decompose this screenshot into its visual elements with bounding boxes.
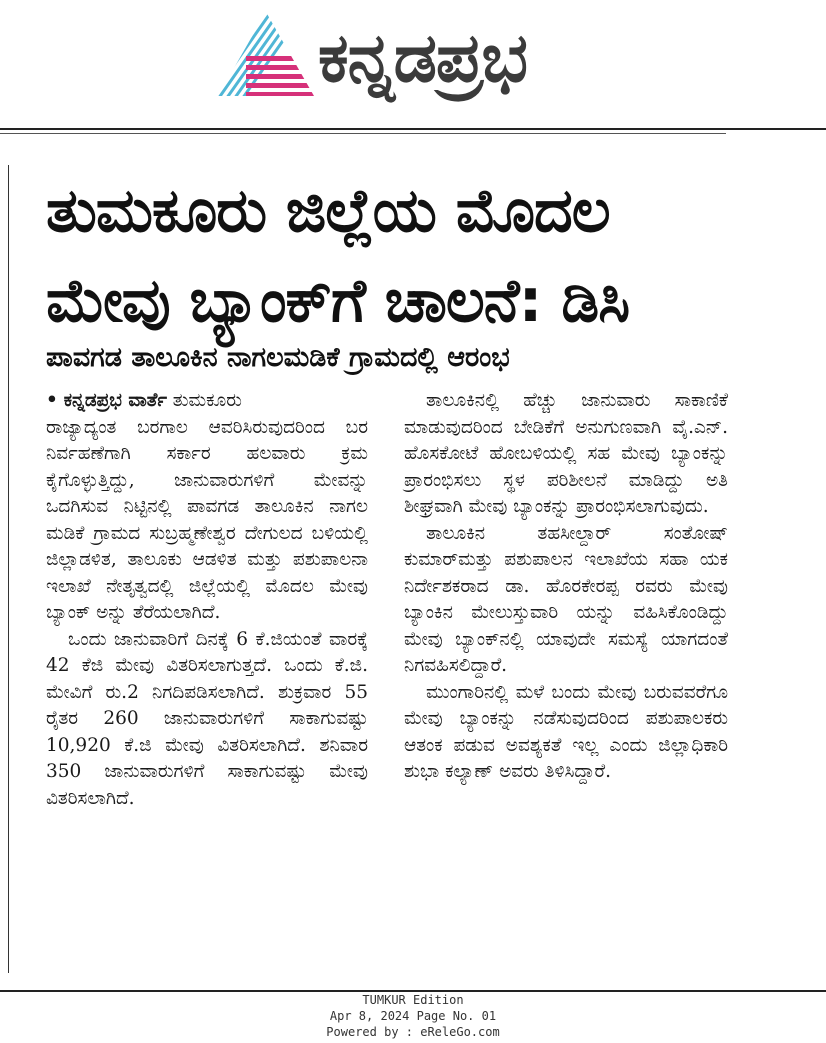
article-column-right — [404, 388, 728, 786]
footer-edition: TUMKUR Edition — [362, 993, 464, 1007]
masthead-title: ಕನ್ನಡಪ್ರಭ — [318, 19, 527, 98]
paragraph: ತಾಲೂಕಿನ ತಹಸೀಲ್ದಾರ್ ಸಂತೋಷ್ ಕುಮಾರ್‌ಮತ್ತು ಪಶುಪಾಲನ ಇಲಾಖೆಯ ಸಹಾ ಯಕ ನಿರ್ದೇಶಕರಾದ ಡಾ. ಹೊರಕೇರಪ್ಪ ರವರು ಮೇವು ಬ್ಯಾಂಕಿನ ಮೇಲುಸ್ತುವಾರಿ ಯನ್ನು ವಹಿಸಿಕೊಂಡಿದ್ದು ಮೇವು ಬ್ಯಾಂಕ್‌ನಲ್ಲಿ ಯಾವುದೇ ಸಮಸ್ಯೆ ಯಾಗದಂತೆ ನಿಗವಹಿಸಲಿದ್ದಾರೆ. — [404, 522, 728, 676]
headline-line-1: ತುಮಕೂರು ಜಿಲ್ಲೆಯ ಮೊದಲ — [46, 176, 610, 246]
paragraph: ರಾಜ್ಯಾದ್ಯಂತ ಬರಗಾಲ ಆವರಿಸಿರುವುದರಿಂದ ಬರ ನಿರ್ವಹಣೆಗಾಗಿ ಸರ್ಕಾರ ಹಲವಾರು ಕ್ರಮ ಕೈಗೊಳ್ಳುತ್ತಿದ್ದು, ಜಾನುವಾರುಗಳಿಗೆ ಮೇವನ್ನು ಒದಗಿಸುವ ನಿಟ್ಟಿನಲ್ಲಿ ಪಾವಗಡ ತಾಲೂಕಿನ ನಾಗಲ ಮಡಿಕೆ ಗ್ರಾಮದ ಸುಬ್ರಹ್ಮಣೇಶ್ವರ ದೇಗುಲದ ಬಳಿಯಲ್ಲಿ ಜಿಲ್ಲಾಡಳಿತ, ತಾಲೂಕು ಆಡಳಿತ ಮತ್ತು ಪಶುಪಾಲನಾ ಇಲಾಖೆ ನೇತೃತ್ವದಲ್ಲಿ ಜಿಲ್ಲೆಯಲ್ಲಿ ಮೊದಲ ಮೇವು ಬ್ಯಾಂಕ್ ಅನ್ನು ತೆರೆಯಲಾಗಿದೆ. — [46, 416, 368, 623]
article-column-left — [46, 388, 368, 812]
footer-powered-by: Powered by : eReleGo.com — [326, 1025, 500, 1039]
paragraph: ಒಂದು ಜಾನುವಾರಿಗೆ ದಿನಕ್ಕೆ 6 ಕೆ.ಜಿಯಂತೆ ವಾರಕ್ಕೆ 42 ಕೆಜಿ ಮೇವು ವಿತರಿಸಲಾಗುತ್ತದೆ. ಒಂದು ಕೆ.ಜಿ. ಮೇವಿಗೆ ರು.2 ನಿಗದಿಪಡಿಸಲಾಗಿದೆ. ಶುಕ್ರವಾರ 55 ರೈತರ 260 ಜಾನುವಾರುಗಳಿಗೆ ಸಾಕಾಗುವಷ್ಟು 10,920 ಕೆ.ಜಿ ಮೇವು ವಿತರಿಸಲಾಗಿದೆ. ಶನಿವಾರ 350 ಜಾನುವಾರುಗಳಿಗೆ ಸಾಕಾಗುವಷ್ಟು ಮೇವು ವಿತರಿಸಲಾಗಿದೆ. — [46, 628, 368, 809]
byline-place: ತುಮಕೂರು — [172, 390, 242, 411]
page-footer — [0, 992, 826, 1040]
article-left-rule — [8, 165, 9, 973]
masthead-rule — [0, 128, 826, 130]
footer-date-page: Apr 8, 2024 Page No. 01 — [329, 1009, 497, 1023]
paragraph: ಮುಂಗಾರಿನಲ್ಲಿ ಮಳೆ ಬಂದು ಮೇವು ಬರುವವರೆಗೂ ಮೇವು ಬ್ಯಾಂಕನ್ನು ನಡೆಸುವುದರಿಂದ ಪಶುಪಾಲಕರು ಆತಂಕ ಪಡುವ ಅವಶ್ಯಕತೆ ಇಲ್ಲ ಎಂದು ಜಿಲ್ಲಾಧಿಕಾರಿ ಶುಭಾ ಕಲ್ಯಾಣ್ ಅವರು ತಿಳಿಸಿದ್ದಾರೆ. — [404, 681, 728, 782]
masthead-rule-thin — [0, 133, 726, 134]
kannadaprabha-logo-icon — [218, 12, 314, 96]
article-headline — [46, 166, 746, 346]
byline — [46, 388, 368, 415]
byline-source: ಕನ್ನಡಪ್ರಭ ವಾರ್ತೆ — [63, 390, 167, 411]
masthead — [0, 0, 826, 128]
headline-line-2: ಮೇವು ಬ್ಯಾಂಕ್‌ಗೆ ಚಾಲನೆ: ಡಿಸಿ — [46, 266, 630, 336]
paragraph: ತಾಲೂಕಿನಲ್ಲಿ ಹೆಚ್ಚು ಜಾನುವಾರು ಸಾಕಾಣಿಕೆ ಮಾಡುವುದರಿಂದ ಬೇಡಿಕೆಗೆ ಅನುಗುಣವಾಗಿ ವೈ.ಎನ್. ಹೊಸಕೋಟೆ ಹೋಬಳಿಯಲ್ಲಿ ಸಹ ಮೇವು ಬ್ಯಾಂಕನ್ನು ಪ್ರಾರಂಭಿಸಲು ಸ್ಥಳ ಪರಿಶೀಲನೆ ಮಾಡಿದ್ದು ಅತಿ ಶೀಘ್ರವಾಗಿ ಮೇವು ಬ್ಯಾಂಕನ್ನು ಪ್ರಾರಂಭಿಸಲಾಗುವುದು. — [404, 390, 728, 517]
article-subheadline: ಪಾವಗಡ ತಾಲೂಕಿನ ನಾಗಲಮಡಿಕೆ ಗ್ರಾಮದಲ್ಲಿ ಆರಂಭ — [46, 342, 510, 373]
byline-bullet: • — [46, 390, 58, 411]
